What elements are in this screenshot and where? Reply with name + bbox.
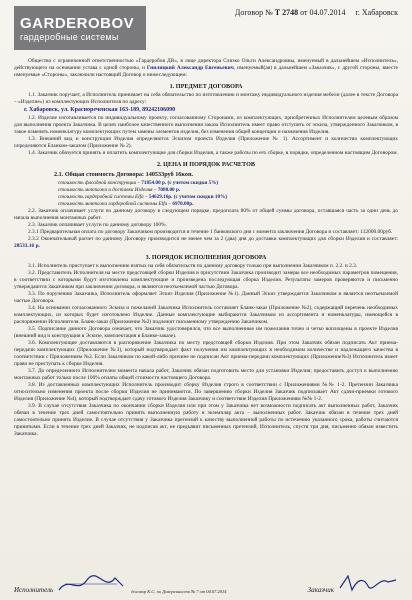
intro-text-2: , именуемый(ая) в дальнейшем «Заказчик», с другой стороны, вместе именуемые «Стороны», заключили настоящий Договор о нижеследующем: [14,65,398,78]
cost-line-elfa-install-value: 6970.00р. [172,201,194,207]
clause-2-3-1: 2.3.1 Предварительная оплата по договору Заказчиком производится в течение 1 банковского дня с момента заключения Договора и составляет: 112000.00руб. [28,229,393,235]
customer-label: Заказчик [307,586,334,594]
executor-note: договор К.С. по Доверенности № 7 от 04.07.2014 [131,589,227,594]
executor-label: Исполнитель [14,586,54,594]
signature-block [14,572,398,594]
cost-line-facade-label: стоимость фасадной конструкции – [58,180,140,186]
total-cost-label: 2.1. Общая стоимость Договора: [54,171,145,178]
cost-line-elfa-value: 54629.16р. (с учетом скидки 10%) [148,194,228,200]
cost-line-install-label: стоимость монтажа и доставки Изделия – [58,187,157,193]
clause-1-1: 1.1. Заказчик поручает, а Исполнитель принимает на себя обязательство по изготовлению и монтажу индивидуального изделия мебели (далее в тексте Договора – «Изделие») из комплектующих Исполнителя по адресу: [14,92,398,105]
contract-date: от 04.07.2014 [300,8,346,17]
document-header [14,6,398,58]
contract-label: Договор № [234,8,273,17]
section-3-title: 3. ПОРЯДОК ИСПОЛНЕНИЯ ДОГОВОРА [145,254,267,261]
cost-line-elfa-install [58,201,398,208]
clause-3-1: 3.1. Исполнитель приступает к выполнению взятых на себя обязательств по данному договору только при выполнении Заказчиком п. 2.2. и 2.3. [28,263,358,269]
clause-3-6: 3.6. Комплектующие доставляются в распоряжение Заказчика по месту предстоящей сборки Изделия. При этом Заказчик обязан подписать Акт приема-передачи комплектующих (Приложение №3), который подтверждает факт получения им комплектующих в необходимом количестве и надлежащего качества в соответствии с Приложением №2. Если Заказчиком по какой-либо причине не подписан Акт приема-передачи комплектующих (Приложение№3) Исполнитель имеет право не приступать к сборке Изделия. [14,340,398,367]
clause-1-2: 1.2. Изделие изготавливается по индивидуальному проекту, согласованному Сторонами, из комплектующих, приобретенных Исполнителем целевым образом для выполнения проекта Заказчика. В целях наиболее качественного выполнения заказа Исполнитель имеет право отступить от эскиза, утвержденного Заказчиком, в такое изменять номенклатуру комплектующих путем замены элементов изделия, без изменения общей концепции и назначения Изделия. [14,115,398,135]
clause-3-2: 3.2. Представитель Исполнителя на месте предстоящей сборки Изделия в присутствии Заказчика производит замеры все необходимых параметров помещения, в соответствии с которыми будут изготовлены комплектующие и произведена последующая сборка Изделия. Результаты замеров проверяются и письменно утверждаются Заказчиком при заключении договора, и являются неотъемлемой частью Договора. [14,270,398,290]
clause-3-4: 3.4. На основании согласованного Эскиза и пожеланий Заказчика Исполнитель составляет Бланк-заказ (Приложение №2), содержащий перечень необходимых комплектующих, из которых будет изготовлено Изделие. Данные комплектующие выбираются Заказчиком из ассортимента и номенклатуры, имеющейся в распоряжении Исполнителя. Бланк-заказ (Приложение №2) подлежит письменному утверждению Заказчиком. [14,305,398,325]
logo-main-text: GARDEROBOV [20,14,135,32]
logo-sub-text: гардеробные системы [20,31,119,42]
clause-1-3: 1.3. Внешний вид и конструкция Изделия определяются Эскизом проекта Изделия (Приложение № 1). Ассортимент и количество комплектующих определяются Бланком-заказом (Приложение № 2). [14,136,398,149]
executor-signature-mark [57,572,127,594]
total-cost-value: 140533руб 16коп. [145,171,194,178]
clause-2-3-2-label: 2.3.2 Окончательный расчет по данному Договору производится не менее чем за 2 (два) дня до доставки комплектующих для сборки Изделия и составляет: [28,236,398,242]
customer-signature [308,572,398,594]
executor-signature [14,572,227,594]
total-cost [54,171,398,178]
customer-signature-mark [338,572,398,594]
section-1-title: 1. ПРЕДМЕТ ДОГОВОРА [169,83,243,90]
clause-2-3: 2.3. Заказчик оплачивает услуги по данному договору 100%. [28,222,167,228]
clause-2-2: 2.2. Заказчик оплачивает услуги по данному договору в следующем порядке, предоплата 80% от общей суммы договора, оставшаяся часть за одни день до начала выполнения монтажных работ. [14,208,398,221]
clause-3-5: 3.5. Подписание данного Договора означает, что Заказчик удостоверился, что все выполненные им пожелания точно и четко воплощены в проекте Изделия (внешний вид и конструкция в Эскизе, комплектация в Бланке-заказе). [14,326,398,339]
company-logo [14,6,146,50]
cost-line-elfa-label: стоимость гардеробной системы Elfa – [58,194,148,200]
cost-line-install-value: 7080.00 р. [157,187,181,193]
final-payment-value: 28533.16 р. [14,243,40,249]
cost-line-facade-value: 71854.00 р. (с учетом скидки 5%) [141,180,219,186]
installation-address: г. Хабаровск, ул. Краснореченская 163-189, 89242106090 [24,107,176,113]
customer-name: Гнилицкий Александр Евгеньевич [146,65,234,71]
clause-3-7: 3.7. До определенного Исполнителем момента начала работ, Заказчик обязан подготовить место для установки Изделия; предоставить доступ к выполнению монтажных работ только после 100% оплаты общей стоимости настоящего Договора. [14,368,398,381]
intro-text: Общество с ограниченной ответственностью «Гардеробов ДВ», в лице директора Слизко Ольги Александровны, именуемый в дальнейшем «Исполнитель», действующего на основании устава с одной стороны, и [14,58,398,71]
cost-line-elfa [58,194,398,201]
cost-line-facade [58,180,398,187]
contract-title [235,8,398,17]
clause-2-3-2 [14,236,398,250]
contract-number: Т 2748 [274,8,299,17]
contract-city: г. Хабаровск [355,8,398,17]
clause-3-9: 3.9. В случае отсутствия Заказчика по окончании сборки Изделия или при этом у Заказчика нет возможности подписать акт выполненных работ, Заказчик обязан в течение трех дней самостоятельно принять выполненную работу в экземпляр акта – выполненных работ. Заказчик обязан в течение трех дней самостоятельно принять Изделие. В случае отсутствия у Заказчика претензий к качеству выполненной работы по истечению указанного срока, работы считаются принятыми. Если в течение трех дней Заказчик, не подписав акт, не предъявит письменных претензий, Исполнитель, спустя три дня, письменно обязан известить Заказчика. [14,403,398,437]
clause-3-3: 3.3. По поручению Заказчика, Исполнитель оформляет Эскиз Изделия (Приложение №1). Данный Эскиз утверждается Заказчиком и является неотъемлемой частью Договора. [14,291,398,304]
cost-line-install [58,187,398,194]
section-2-title: 2. ЦЕНА И ПОРЯДОК РАСЧЕТОВ [156,161,256,168]
cost-line-elfa-install-label: стоимость монтажа гардеробной системы Elfa – [58,201,172,207]
clause-3-8: 3.8. Из доставленных комплектующих Исполнитель производит сборку Изделия строго в соответствии с Приложениями №№ 1-2. Претензии Заказчика относительно изменения проекта после сборки Изделия не принимаются. По завершению сборки Изделия Заказчик подписывает Акт сдачи-приемки готового Изделия (Приложение №4), который подтверждает сдачу готового Изделия Заказчику и соответствие Изделия Приложениям №№ 1-2. [14,382,398,402]
clause-1-4: 1.4. Заказчик обязуется принять и оплатить комплектующие для сборки Изделия, а также работы по его сборке, в порядке, определенном настоящим Договором. [28,150,398,156]
intro-paragraph [14,58,398,79]
